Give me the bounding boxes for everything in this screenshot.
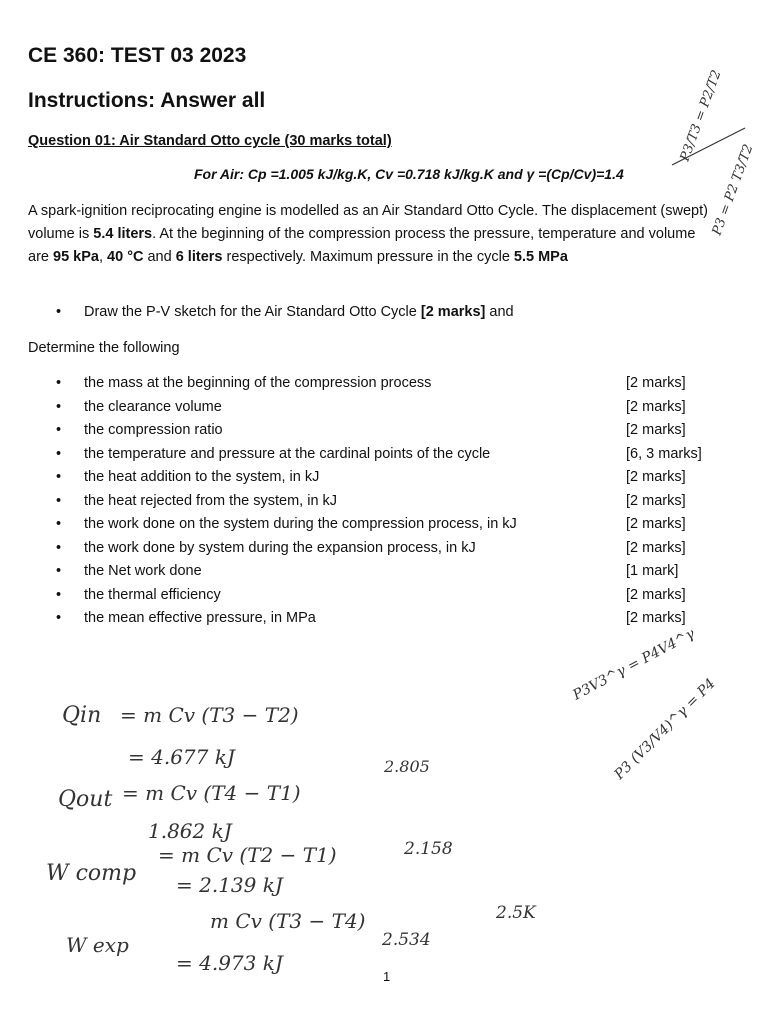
- hand-wexp-val: = 4.973 kJ: [176, 951, 283, 975]
- task-marks: [2 marks]: [420, 304, 486, 320]
- item-description: the clearance volume: [84, 398, 222, 415]
- item-marks: [6, 3 marks]: [626, 445, 702, 462]
- problem-text: A spark-ignition reciprocating engine is modelled as an Air Standard Otto Cycle. The displacement (swept) volume is: [28, 203, 708, 242]
- item-description: the compression ratio: [84, 422, 223, 438]
- hand-qin-val: = 4.677 kJ: [128, 745, 235, 769]
- hand-qout-eq: = m Cv (T4 − T1): [122, 781, 301, 805]
- item-marks: [2 marks]: [626, 375, 686, 391]
- item-marks: [2 marks]: [626, 586, 686, 603]
- item-marks: [2 marks]: [626, 492, 686, 509]
- hand-qout-val: 1.862 kJ: [148, 819, 232, 843]
- item-marks: [2 marks]: [626, 398, 686, 415]
- page-number: 1: [383, 969, 391, 984]
- problem-text: respectively. Maximum pressure in the cycle: [222, 249, 514, 265]
- swept-volume: 5.4 liters: [93, 226, 153, 242]
- bullet-icon: •: [56, 375, 62, 391]
- hand-wcomp-label: W comp: [46, 861, 137, 886]
- hand-wcomp-eq: = m Cv (T2 − T1): [158, 843, 337, 867]
- task-text: Draw the P-V sketch for the Air Standard Otto Cycle: [84, 304, 421, 320]
- item-marks: [2 marks]: [626, 422, 686, 438]
- bullet-icon: •: [56, 539, 62, 556]
- bullet-icon: •: [56, 398, 62, 415]
- item-description: the heat rejected from the system, in kJ: [84, 492, 338, 509]
- hand-wexp-label: W exp: [66, 933, 129, 957]
- hand-wexp-eq: m Cv (T3 − T4): [210, 909, 366, 933]
- problem-text: ,: [98, 249, 108, 265]
- bullet-icon: •: [56, 516, 62, 532]
- initial-pressure: 95 kPa: [53, 249, 99, 265]
- item-description: the mean effective pressure, in MPa: [84, 610, 316, 626]
- bullet-icon: •: [56, 422, 62, 438]
- initial-volume: 6 liters: [175, 249, 223, 265]
- task-tail: and: [485, 304, 514, 320]
- page-title: CE 360: TEST 03 2023: [28, 44, 247, 67]
- hand-qout-label: Qout: [58, 787, 113, 812]
- item-marks: [2 marks]: [626, 516, 686, 532]
- bullet-icon: •: [56, 445, 62, 462]
- problem-text: . At the beginning of the compression process the pressure, temperature and volume are: [28, 226, 696, 265]
- item-description: the heat addition to the system, in kJ: [84, 469, 320, 485]
- hand-qin-label: Qin: [62, 703, 102, 728]
- hand-side-4: 2.5K: [496, 903, 536, 923]
- bullet-icon: •: [56, 304, 62, 320]
- question-heading: Question 01: Air Standard Otto cycle (30 marks total): [28, 133, 392, 149]
- hand-margin-3: P3V3^γ = P4V4^γ: [570, 625, 698, 704]
- item-description: the mass at the beginning of the compression process: [84, 375, 432, 391]
- hand-margin-4: P3 (V3/V4)^γ = P4: [611, 675, 719, 783]
- bullet-icon: •: [56, 610, 62, 626]
- bullet-icon: •: [56, 492, 62, 509]
- bullet-icon: •: [56, 563, 62, 579]
- hand-side-1: 2.805: [384, 757, 430, 776]
- determine-heading: Determine the following: [28, 340, 180, 356]
- item-marks: [2 marks]: [626, 610, 686, 626]
- bullet-icon: •: [56, 469, 62, 485]
- item-description: the thermal efficiency: [84, 586, 221, 603]
- hand-wcomp-val: = 2.139 kJ: [176, 873, 283, 897]
- hand-margin-1: P3/T3 = P2/T2: [677, 68, 725, 164]
- problem-text: and: [143, 249, 176, 265]
- hand-side-2: 2.158: [404, 839, 453, 859]
- bullet-icon: •: [56, 586, 62, 603]
- item-marks: [1 mark]: [626, 563, 679, 579]
- item-marks: [2 marks]: [626, 539, 686, 556]
- hand-margin-2: P3 = P2 T3/T2: [709, 142, 757, 238]
- item-description: the Net work done: [84, 563, 202, 579]
- item-marks: [2 marks]: [626, 469, 686, 485]
- hand-side-3: 2.534: [382, 930, 431, 950]
- max-pressure: 5.5 MPa: [513, 249, 568, 265]
- initial-temperature: 40 °C: [107, 249, 144, 265]
- air-constants: For Air: Cp =1.005 kJ/kg.K, Cv =0.718 kJ/kg.K and γ =(Cp/Cv)=1.4: [194, 166, 624, 182]
- item-description: the temperature and pressure at the cardinal points of the cycle: [84, 445, 491, 462]
- item-description: the work done on the system during the compression process, in kJ: [84, 516, 517, 532]
- hand-qin-eq: = m Cv (T3 − T2): [120, 703, 299, 727]
- item-description: the work done by system during the expansion process, in kJ: [84, 539, 476, 556]
- instructions-heading: Instructions: Answer all: [28, 89, 266, 112]
